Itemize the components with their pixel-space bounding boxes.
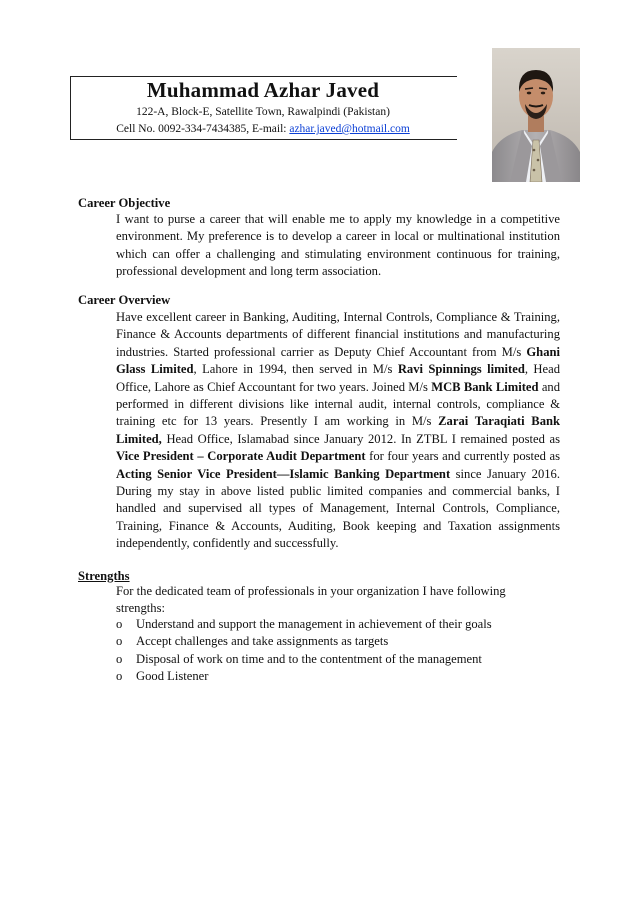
list-item	[116, 668, 492, 685]
overview-text-segment: Have excellent career in Banking, Auditing, Internal Controls, Compliance & Training, Finance & Accounts departments of different financial institutions and manufacturing industries. Started professional carrier as Deputy Chief Accountant from M/s	[116, 310, 560, 359]
overview-text-segment: , Head Office, Lahore as Chief Accountant for two years. Joined M/s	[116, 362, 561, 394]
position-vice-president: Vice President – Corporate Audit Department	[116, 449, 366, 464]
profile-photo	[492, 48, 580, 182]
career-overview-heading: Career Overview	[78, 293, 171, 307]
list-item	[116, 616, 492, 633]
candidate-name: Muhammad Azhar Javed	[146, 78, 380, 102]
list-item	[116, 633, 492, 650]
address: 122-A, Block-E, Satellite Town, Rawalpindi (Pakistan)	[136, 106, 390, 118]
bullet-icon: o	[116, 651, 123, 666]
strength-text: Good Listener	[136, 668, 209, 683]
strengths-list	[116, 616, 492, 685]
career-objective-text: I want to purse a career that will enable me to apply my knowledge in a competitive environment. My preference is to develop a career in local or multinational institution which can offer a challenging and stimulating environment continuous for training, professional development and long term association.	[116, 212, 560, 279]
contact-phone: Cell No. 0092-334-7434385, E-mail:	[116, 123, 290, 135]
list-item	[116, 651, 492, 668]
strength-text: Understand and support the management in achievement of their goals	[136, 617, 492, 631]
career-overview-text	[116, 309, 560, 553]
position-acting-svp: Acting Senior Vice President—Islamic Banking Department	[116, 466, 451, 481]
strengths-heading: Strengths	[78, 569, 130, 583]
employer-ravi-spinnings: Ravi Spinnings limited	[397, 362, 525, 377]
overview-text-segment: and performed in different divisions like internal audit, internal controls, compliance & training etc for 13 years. Presently I am working in M/s	[116, 379, 560, 429]
overview-text-segment: , Lahore in 1994, then served in M/s	[193, 362, 398, 377]
employer-ghani-glass: Ghani Glass Limited	[116, 344, 560, 377]
strength-text: Accept challenges and take assignments as targets	[136, 634, 389, 649]
strength-text: Disposal of work on time and to the contentment of the management	[136, 651, 482, 666]
overview-text-segment: since January 2016. During my stay in above listed public limited companies and commercial banks, I handled and supervised all types of Management, Internal Controls, Compliance, Training, Finance & Accounts, Auditing, Book keeping and Taxation assignments independently, confidently and successfully.	[116, 466, 560, 551]
overview-text-segment: Head Office, Islamabad since January 2012. In ZTBL I remained posted as	[161, 431, 560, 446]
email-link[interactable]: azhar.javed@hotmail.com	[289, 123, 410, 135]
employer-mcb-bank: MCB Bank Limited	[431, 379, 539, 394]
overview-text-segment: for four years and currently posted as	[365, 449, 560, 464]
strengths-intro: For the dedicated team of professionals in your organization I have following strengths:	[116, 584, 506, 616]
bullet-icon: o	[116, 617, 123, 631]
bullet-icon: o	[116, 668, 123, 683]
bullet-icon: o	[116, 634, 123, 649]
employer-ztbl: Zarai Taraqiati Bank Limited,	[116, 414, 560, 446]
contact-line	[70, 123, 456, 135]
career-objective-heading: Career Objective	[78, 196, 171, 210]
